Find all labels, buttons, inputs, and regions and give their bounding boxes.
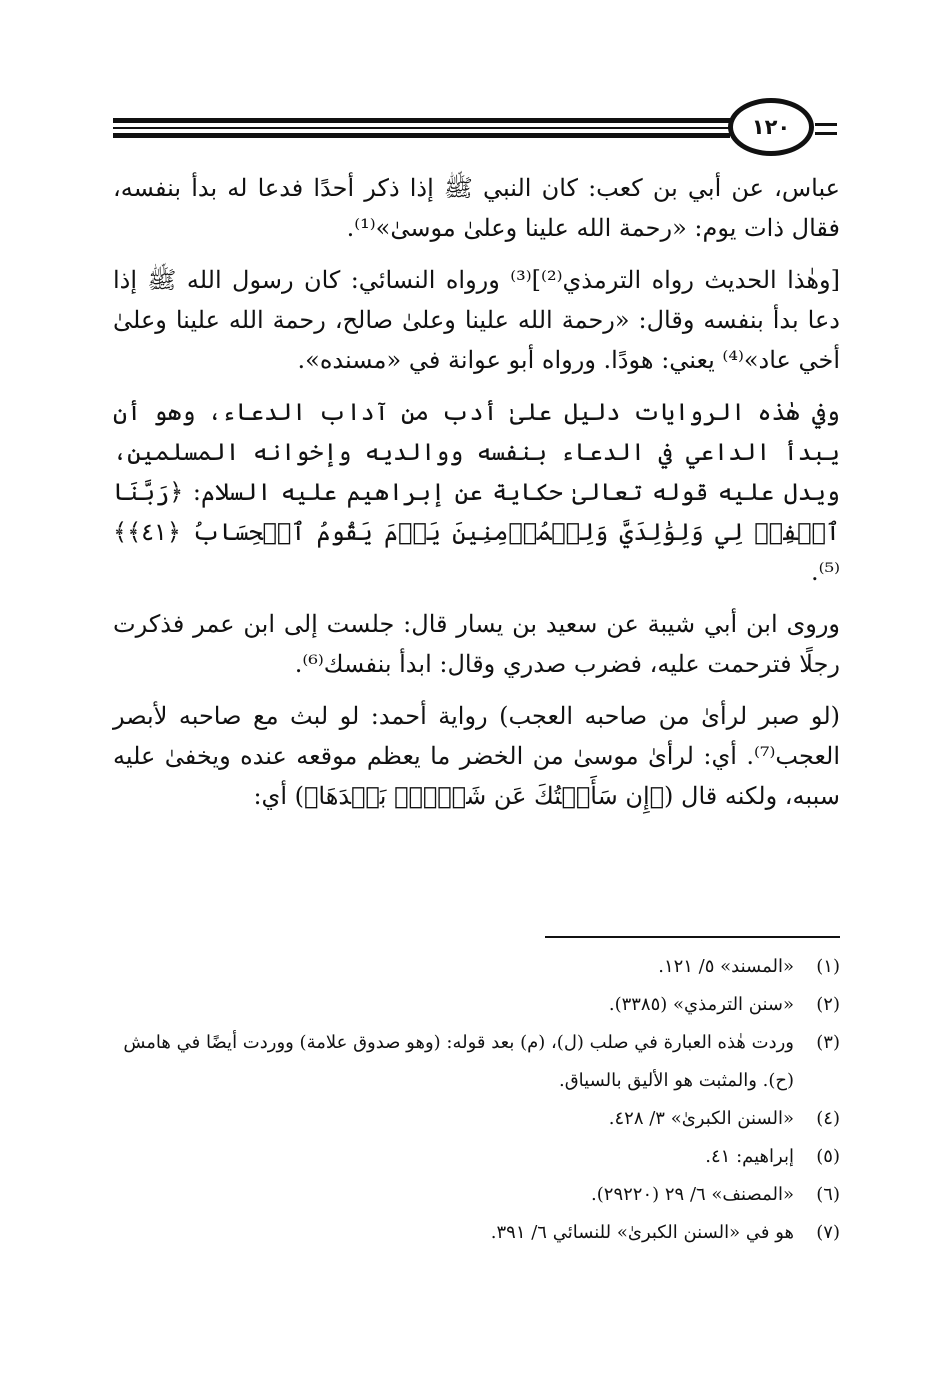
main-text	[113, 168, 840, 828]
footnote	[113, 1138, 840, 1176]
header-rule-top	[113, 118, 730, 123]
footnote-number: (٤)	[816, 1108, 840, 1129]
paragraph: [وهٰذا الحديث رواه الترمذي⁽²⁾]⁽³⁾ ورواه النسائي: كان رسول الله ﷺ إذا دعا بدأ بنفسه وقال: «رحمة الله علينا وعلىٰ صالح، رحمة الله علينا وعلىٰ أخي عاد»⁽⁴⁾ يعني: هودًا. ورواه أبو عوانة في «مسنده».	[113, 266, 840, 374]
footnote	[113, 948, 840, 986]
header-rule-right-top	[815, 123, 837, 126]
footnote-text: إبراهيم: ٤١.	[705, 1146, 794, 1167]
footnote	[113, 1100, 840, 1138]
footnote	[113, 1024, 840, 1100]
footnote-separator	[545, 936, 840, 938]
footnote-text: وردت هٰذه العبارة في صلب (ل)، (م) بعد قوله: (وهو صدوق علامة) ووردت أيضًا في هامش (ح). والمثبت هو الأليق بالسياق.	[123, 1032, 794, 1091]
footnote-number: (٢)	[816, 994, 840, 1015]
footnote	[113, 1176, 840, 1214]
footnote-number: (١)	[816, 956, 840, 977]
footnote-text: «السنن الكبرىٰ» ٣/ ٤٢٨.	[608, 1108, 794, 1129]
footnote-text: «المسند» ٥/ ١٢١.	[658, 956, 794, 977]
paragraph: عباس، عن أبي بن كعب: كان النبي ﷺ إذا ذكر أحدًا فدعا له بدأ بنفسه، فقال ذات يوم: «رحمة الله علينا وعلىٰ موسىٰ»⁽¹⁾.	[113, 174, 840, 242]
footnote-number: (٧)	[816, 1222, 840, 1243]
footnote-text: «المصنف» ٦/ ٢٩ (٢٩٢٢٠).	[591, 1184, 794, 1205]
paragraph: (لو صبر لرأىٰ من صاحبه العجب) رواية أحمد: لو لبث مع صاحبه لأبصر العجب⁽⁷⁾. أي: لرأىٰ موسىٰ من الخضر ما يعظم موقعه عنده ويخفىٰ عليه سببه، ولكنه قال (﴿إِن سَأَلۡتُكَ عَن شَيۡءِۭ بَعۡدَهَا﴾) أي:	[113, 702, 840, 810]
footnote-number: (٥)	[816, 1146, 840, 1167]
header-rule-middle	[113, 127, 730, 129]
paragraph: وفي هٰذه الروايات دليل علىٰ أدب من آداب الدعاء، وهو أن يبدأ الداعي في الدعاء بنفسه ووالديه وإخوانه المسلمين، ويدل عليه قوله تعالىٰ حكاية عن إبراهيم عليه السلام: ﴿رَبَّنَا ٱغۡفِرۡ لِي وَلِوَٰلِدَيَّ وَلِلۡمُؤۡمِنِينَ يَوۡمَ يَقُومُ ٱلۡحِسَابُ ﴿٤١﴾﴾⁽⁵⁾.	[113, 398, 840, 586]
paragraph: وروى ابن أبي شيبة عن سعيد بن يسار قال: جلست إلى ابن عمر فذكرت رجلًا فترحمت عليه، فضرب صدري وقال: ابدأ بنفسك⁽⁶⁾.	[113, 610, 841, 678]
footnote	[113, 1214, 840, 1252]
page-number: ١٢٠	[728, 98, 814, 156]
footnote-text: هو في «السنن الكبرىٰ» للنسائي ٦/ ٣٩١.	[490, 1222, 794, 1243]
header-rule-right-bottom	[815, 132, 837, 135]
footnote	[113, 986, 840, 1024]
header-rule-bottom	[113, 133, 730, 138]
footnote-text: «سنن الترمذي» (٣٣٨٥).	[608, 994, 794, 1015]
footnote-number: (٣)	[816, 1032, 840, 1053]
footnotes	[113, 948, 840, 1252]
footnote-number: (٦)	[816, 1184, 840, 1205]
